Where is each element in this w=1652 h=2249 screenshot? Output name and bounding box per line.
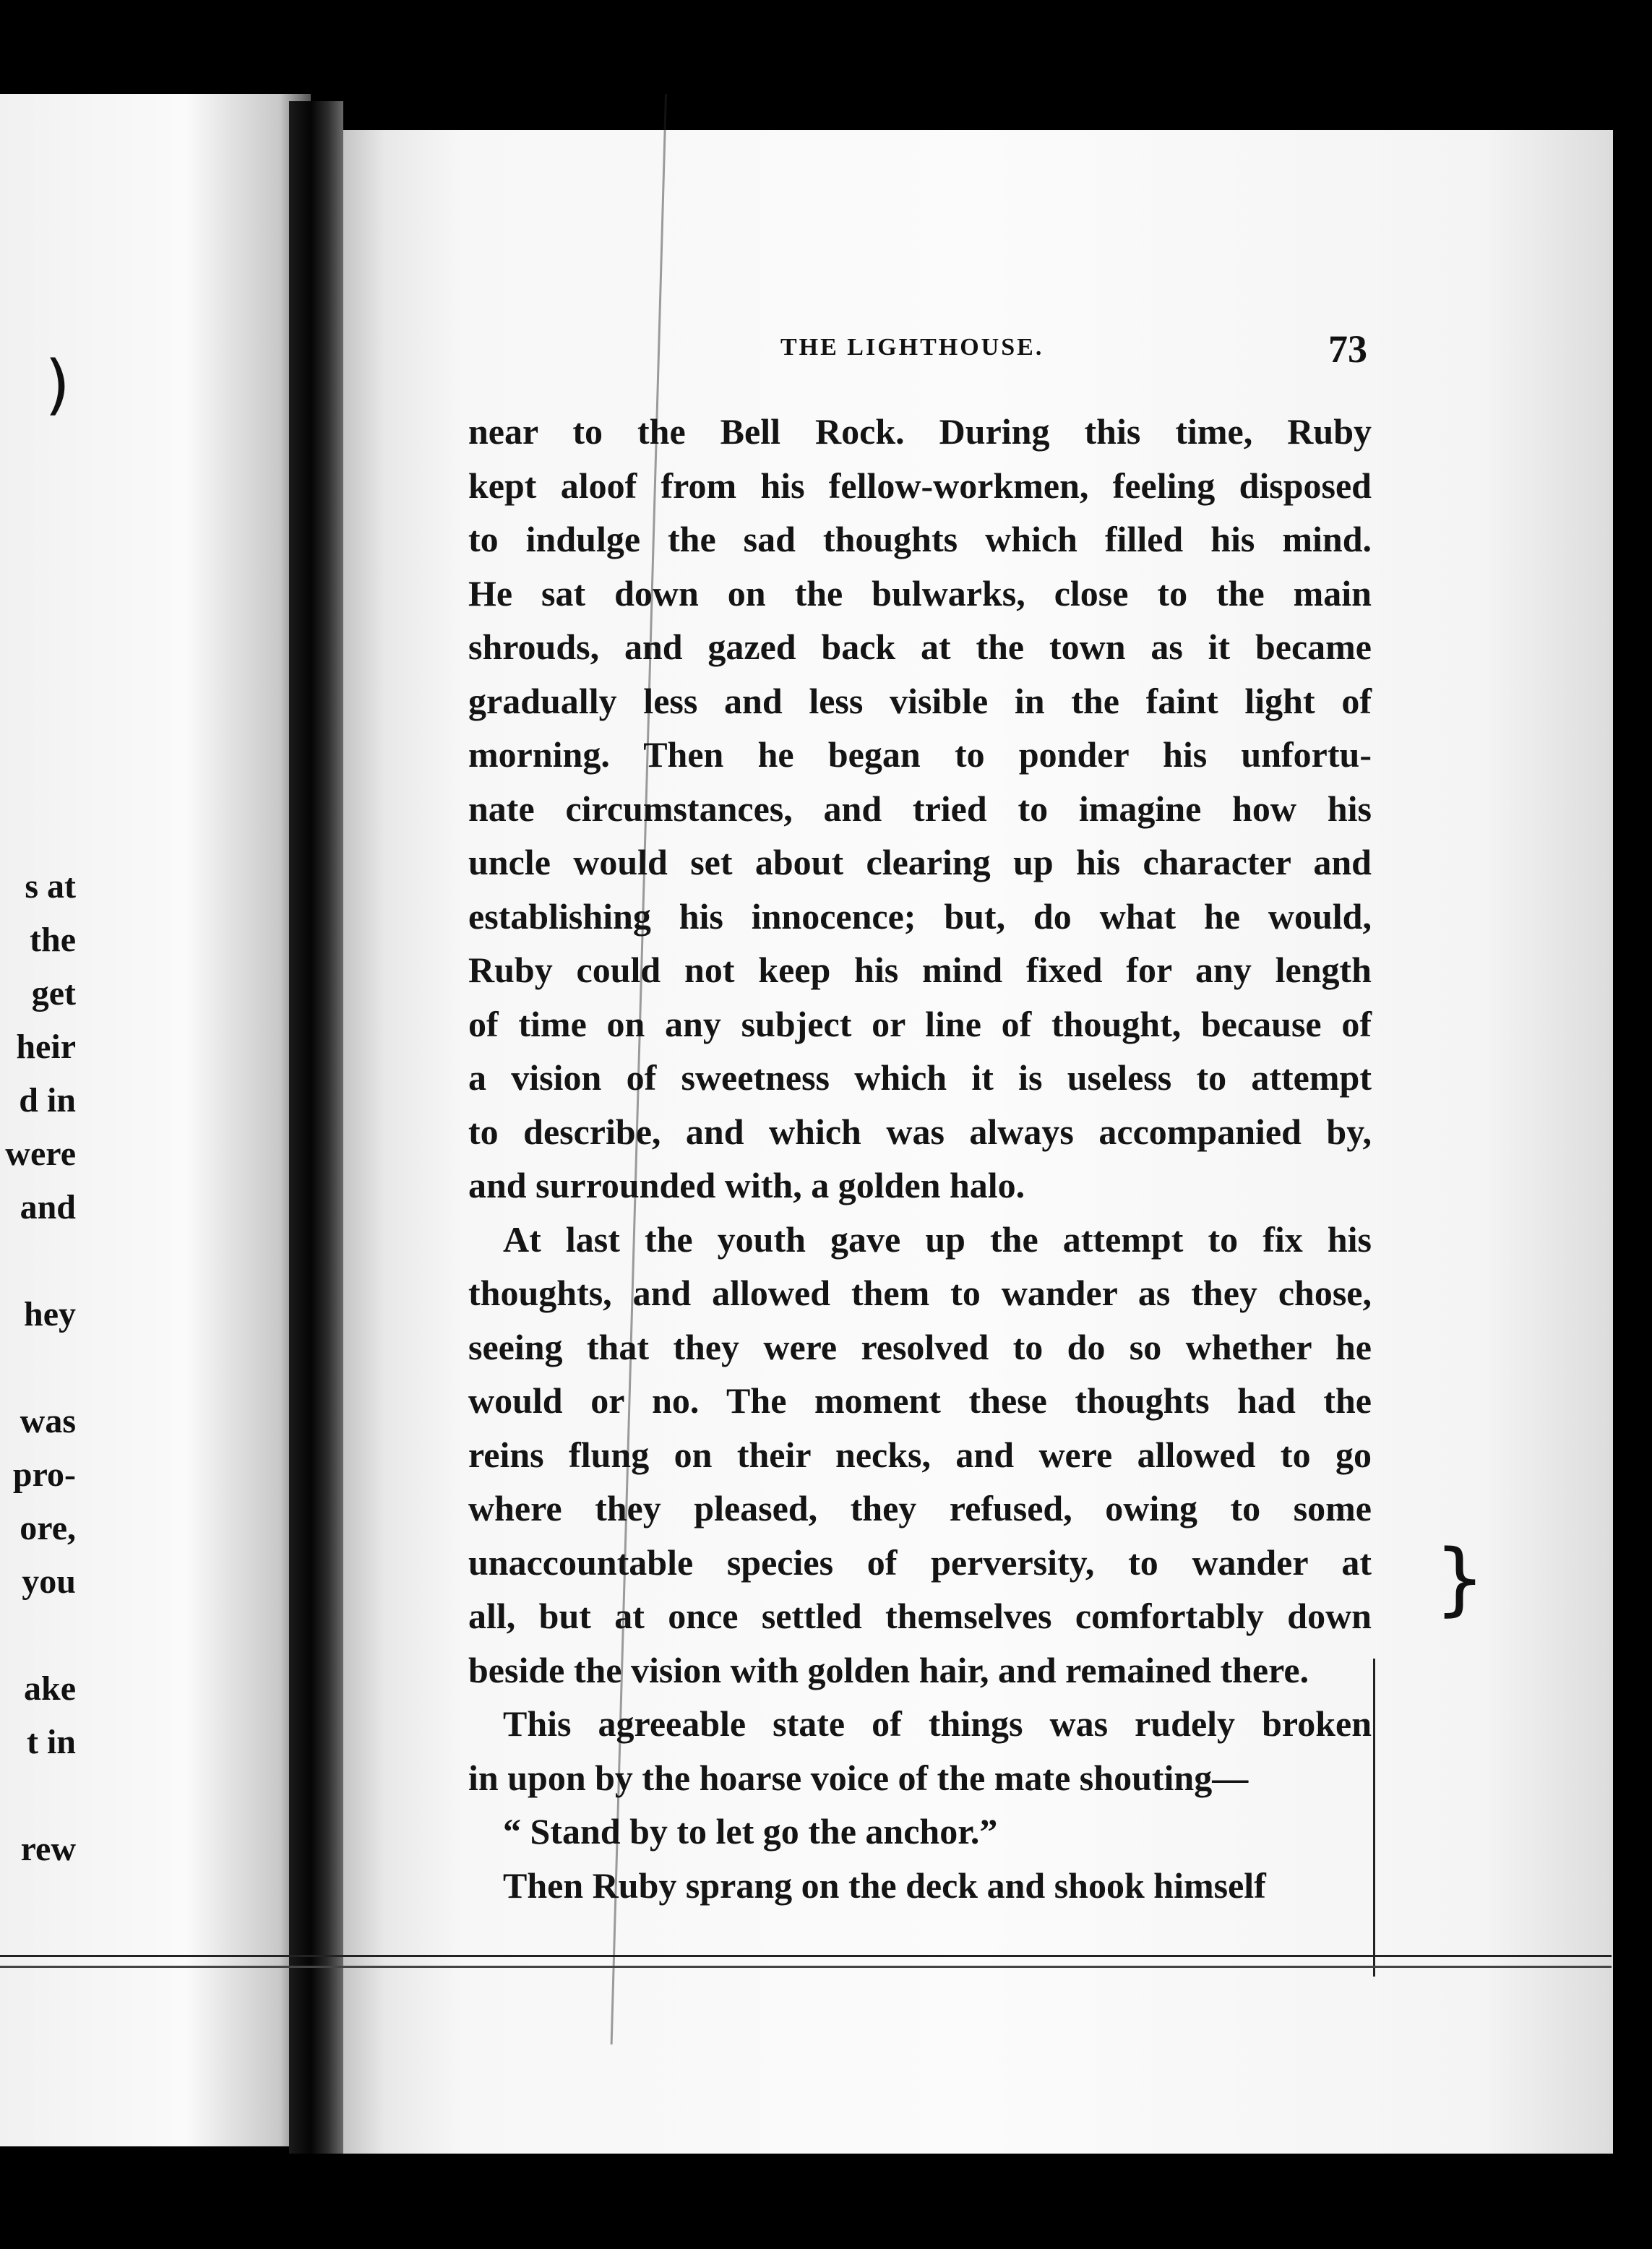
bottom-rule [0,1955,1612,1968]
text-line: establishing his innocence; but, do what he would, [468,895,1372,937]
left-page-fragment [0,1341,76,1395]
text-line: a vision of sweetness which it is useless to attempt [468,1057,1372,1098]
left-page-fragment: d in [19,1081,76,1119]
text-line: thoughts, and allowed them to wander as they chose, [468,1273,1372,1313]
text-line: seeing that they were resolved to do so whether he [468,1326,1372,1367]
paragraph [468,405,1372,1213]
text-line: of time on any subject or line of thought, because of [468,1003,1372,1044]
text-line: uncle would set about clearing up his character and [468,842,1372,882]
ink-mark: } [1434,1532,1485,1625]
text-line: unaccountable species of perversity, to wander at [468,1541,1372,1583]
text-line: shrouds, and gazed back at the town as it became [468,627,1372,667]
text-line: to indulge the sad thoughts which filled his mind. [468,519,1372,559]
ink-mark: ) [45,347,71,423]
left-page-fragment [0,1234,76,1288]
text-line: gradually less and less visible in the faint light of [468,680,1372,721]
left-page-fragment [0,1769,76,1823]
text-line: kept aloof from his fellow-workmen, feeling disposed [468,465,1372,506]
text-line: where they pleased, they refused, owing to some [468,1488,1372,1528]
text-line: nate circumstances, and tried to imagine how his [468,788,1372,829]
left-page-fragment: were [5,1135,76,1173]
book-spine-shadow [289,101,343,2154]
page-number: 73 [1328,327,1367,371]
text-line: to describe, and which was always accompanied by, [468,1111,1372,1152]
left-page-fragment: you [22,1562,76,1601]
left-page-fragment: rew [20,1830,76,1868]
text-line: At last the youth gave up the attempt to fix his [503,1218,1372,1260]
left-page-fragment: heir [16,1028,76,1066]
running-head: THE LIGHTHOUSE. [780,334,1044,361]
left-page-fragment [0,1609,76,1662]
text-line: He sat down on the bulwarks, close to the main [468,572,1372,614]
text-line: beside the vision with golden hair, and remained there. [468,1649,1309,1690]
body-text [468,405,1372,1912]
page-header [0,327,1652,377]
paragraph [468,1859,1372,1913]
left-page-fragment: ore, [20,1509,76,1547]
left-page-fragment: s at [25,867,76,906]
paragraph [468,1213,1372,1698]
left-page-fragment: and [20,1188,76,1226]
paragraph [468,1805,1372,1859]
text-line: near to the Bell Rock. During this time, Ruby [468,411,1372,452]
text-line: would or no. The moment these thoughts had the [468,1380,1372,1421]
text-line: all, but at once settled themselves comfortably down [468,1596,1372,1636]
text-line: Ruby could not keep his mind fixed for any length [468,950,1372,990]
text-line: and surrounded with, a golden halo. [468,1165,1025,1205]
left-page-fragment: ake [24,1669,76,1708]
left-page-fragment: was [20,1402,76,1440]
left-page-fragment: get [31,974,76,1012]
left-page-fragment: the [30,921,76,959]
text-line: Then Ruby sprang on the deck and shook himself [503,1865,1266,1906]
left-page-fragment: hey [24,1295,76,1333]
text-line: reins flung on their necks, and were allowed to go [468,1434,1372,1475]
text-line: in upon by the hoarse voice of the mate shouting— [468,1757,1249,1798]
text-line: “ Stand by to let go the anchor.” [503,1811,998,1852]
margin-rule [1373,1659,1375,1977]
left-page-fragment: pro- [12,1455,76,1494]
text-line: This agreeable state of things was rudely broken [503,1703,1372,1744]
left-page-text-fragments [0,860,76,1876]
left-page-fragment: t in [26,1723,76,1761]
paragraph [468,1697,1372,1805]
text-line: morning. Then he began to ponder his unfortu- [468,734,1372,775]
